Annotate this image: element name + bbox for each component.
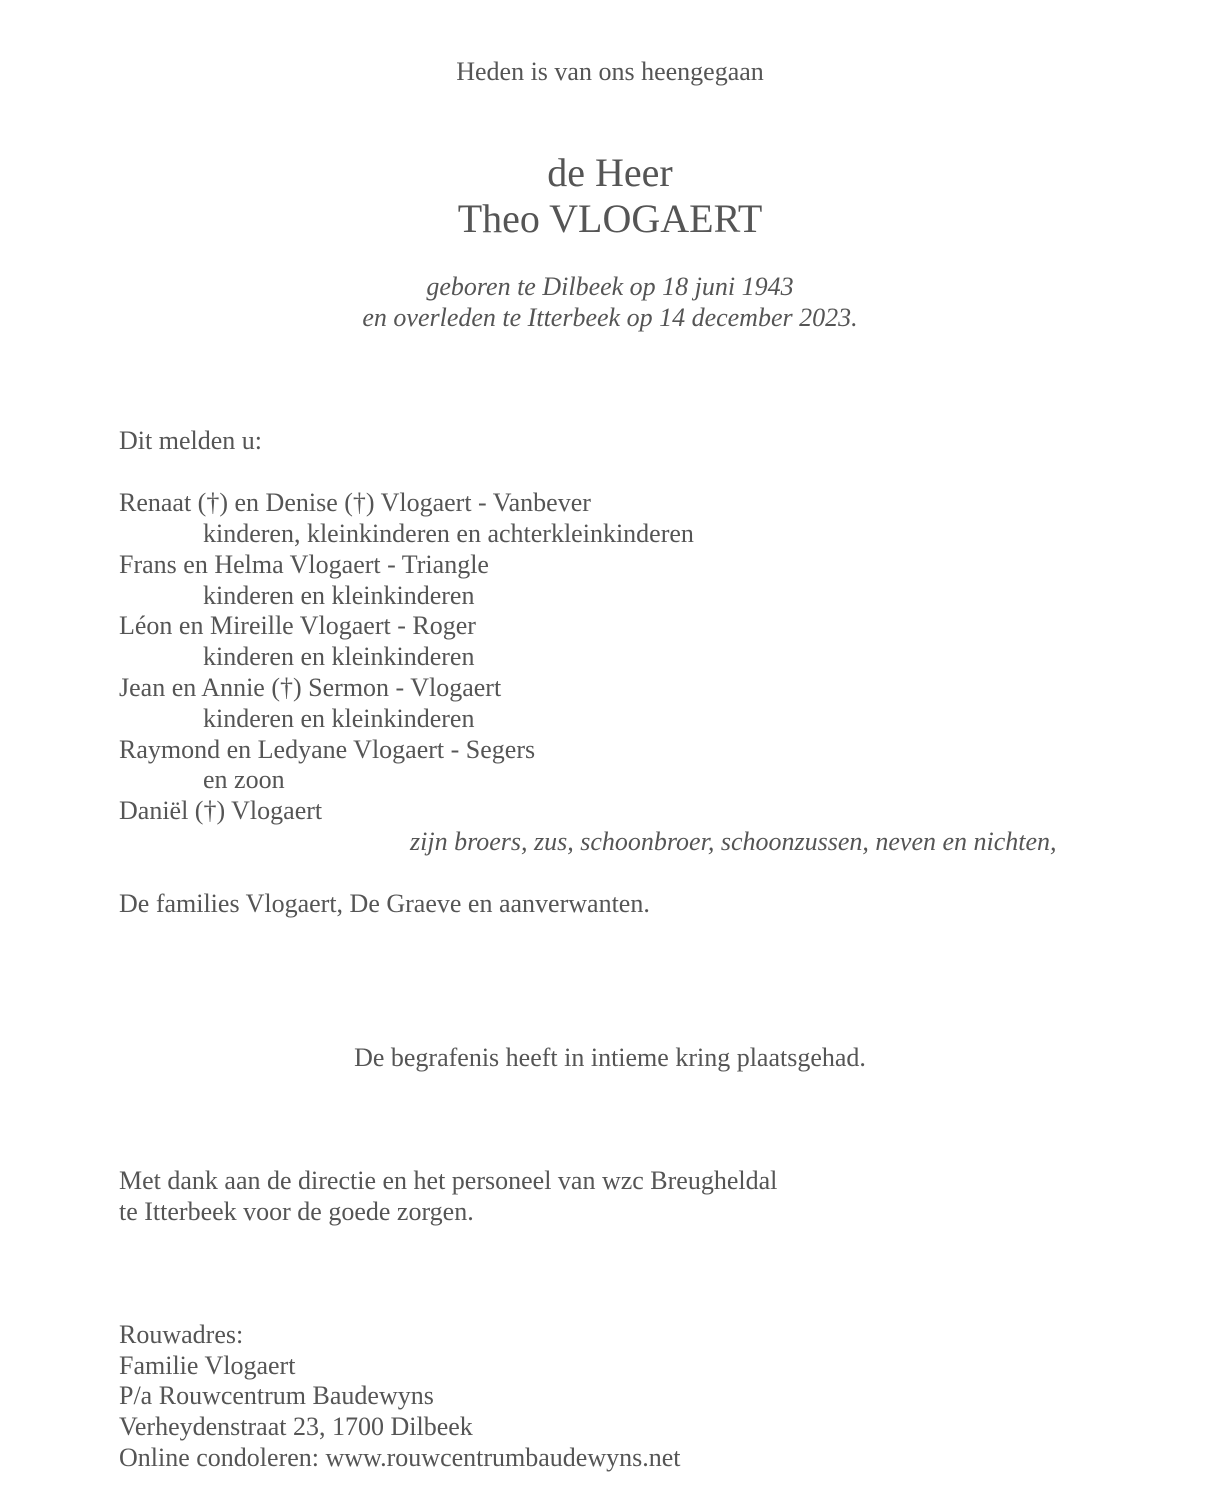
family-member-name: Daniël (†) Vlogaert — [119, 796, 323, 825]
family-member-name: Frans en Helma Vlogaert - Triangle — [119, 550, 489, 579]
death-line: en overleden te Itterbeek op 14 december 2023. — [362, 303, 858, 332]
address-line: Familie Vlogaert — [119, 1351, 296, 1380]
deceased-title: de Heer — [547, 150, 673, 195]
family-member-descendants: kinderen en kleinkinderen — [203, 581, 475, 610]
family-member-name: Renaat (†) en Denise (†) Vlogaert - Vanbever — [119, 488, 591, 517]
announce-intro: Dit melden u: — [119, 426, 262, 455]
intro-text: Heden is van ons heengegaan — [456, 57, 764, 86]
family-member-name: Jean en Annie (†) Sermon - Vlogaert — [119, 673, 502, 702]
family-member-descendants: kinderen en kleinkinderen — [203, 642, 475, 671]
relations-line: zijn broers, zus, schoonbroer, schoonzussen, neven en nichten, — [410, 827, 1057, 856]
address-line: Verheydenstraat 23, 1700 Dilbeek — [119, 1412, 473, 1441]
condolence-link: Online condoleren: www.rouwcentrumbaudewyns.net — [119, 1443, 681, 1472]
birth-line: geboren te Dilbeek op 18 juni 1943 — [426, 272, 794, 301]
thanks-line: te Itterbeek voor de goede zorgen. — [119, 1197, 474, 1226]
family-member-descendants: kinderen, kleinkinderen en achterkleinkinderen — [203, 519, 694, 548]
family-member-name: Raymond en Ledyane Vlogaert - Segers — [119, 735, 536, 764]
address-line: P/a Rouwcentrum Baudewyns — [119, 1381, 434, 1410]
deceased-name: Theo VLOGAERT — [457, 196, 763, 241]
funeral-notice: De begrafenis heeft in intieme kring plaatsgehad. — [354, 1043, 866, 1072]
thanks-line: Met dank aan de directie en het personeel van wzc Breugheldal — [119, 1166, 778, 1195]
family-member-name: Léon en Mireille Vlogaert - Roger — [119, 611, 476, 640]
family-member-descendants: en zoon — [203, 765, 285, 794]
families-line: De families Vlogaert, De Graeve en aanverwanten. — [119, 889, 650, 918]
family-member-descendants: kinderen en kleinkinderen — [203, 704, 475, 733]
address-label: Rouwadres: — [119, 1320, 244, 1349]
